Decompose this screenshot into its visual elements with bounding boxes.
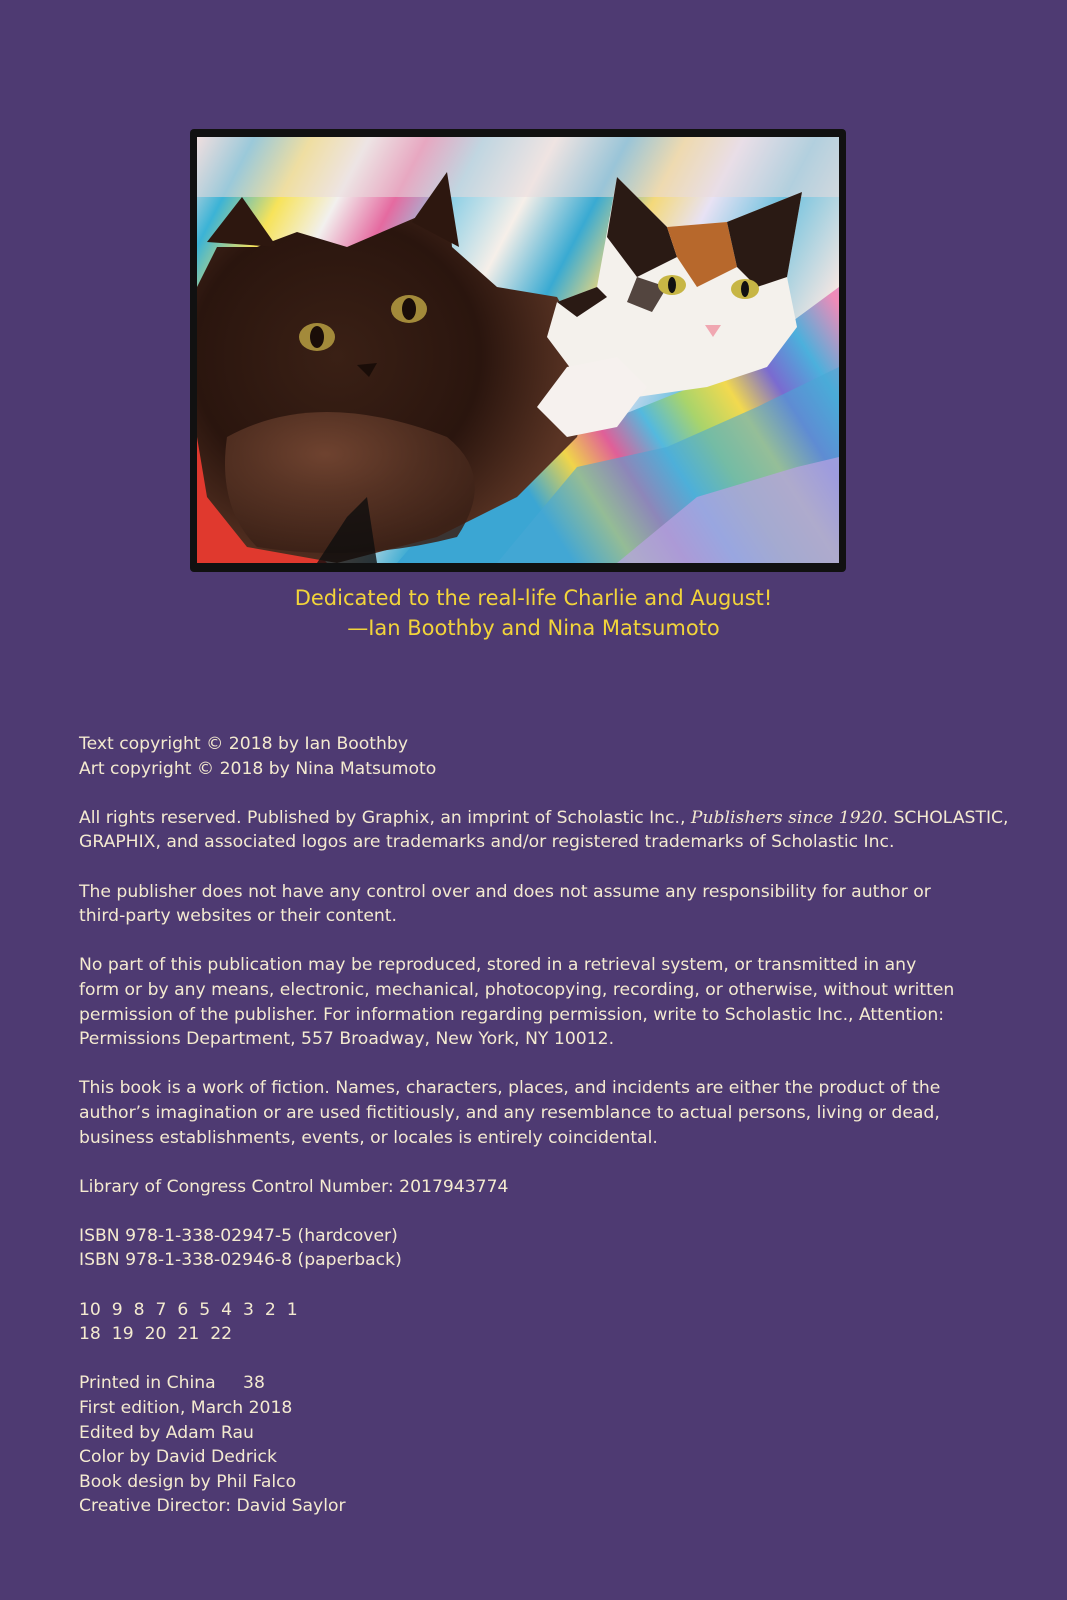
publisher-line-2: third-party websites or their content. <box>79 906 397 927</box>
color-by: Color by David Dedrick <box>79 1447 277 1468</box>
printing-line <box>79 1298 979 1347</box>
copyright-notices <box>79 732 979 781</box>
art-copyright: Art copyright © 2018 by Nina Matsumoto <box>79 758 437 779</box>
fiction-line-1: This book is a work of fiction. Names, characters, places, and incidents are either the product of the <box>79 1078 941 1099</box>
reproduction-line-4: Permissions Department, 557 Broadway, New York, NY 10012. <box>79 1029 615 1050</box>
dedication-line: Dedicated to the real-life Charlie and August! <box>294 586 773 610</box>
rights-paragraph <box>79 806 1009 855</box>
isbn-paperback: ISBN 978-1-338-02946-8 (paperback) <box>79 1250 402 1271</box>
design-by: Book design by Phil Falco <box>79 1471 297 1492</box>
cat-photo-frame <box>190 129 846 572</box>
lccn-text: Library of Congress Control Number: 2017943774 <box>79 1176 509 1197</box>
text-copyright: Text copyright © 2018 by Ian Boothby <box>79 734 409 754</box>
dedication <box>0 583 1067 643</box>
year-numbers: 18 19 20 21 22 <box>79 1324 233 1345</box>
printed-in: Printed in China 38 <box>79 1373 265 1394</box>
lccn <box>79 1175 979 1200</box>
reproduction-line-3: permission of the publisher. For information regarding permission, write to Scholastic Inc., Attention: <box>79 1004 945 1025</box>
isbn-hardcover: ISBN 978-1-338-02947-5 (hardcover) <box>79 1225 398 1246</box>
rights-line-2: GRAPHIX, and associated logos are trademarks and/or registered trademarks of Scholastic Inc. <box>79 832 895 853</box>
fiction-line-2: author’s imagination or are used fictitiously, and any resemblance to actual persons, living or dead, <box>79 1102 940 1123</box>
publisher-disclaimer <box>79 880 979 929</box>
reproduction-notice <box>79 953 979 1051</box>
fiction-disclaimer <box>79 1076 979 1150</box>
rights-text-2: . SCHOLASTIC, <box>882 807 1009 828</box>
creative-director: Creative Director: David Saylor <box>79 1496 346 1517</box>
edition: First edition, March 2018 <box>79 1398 293 1419</box>
copyright-block <box>79 732 1009 1544</box>
cat-photo <box>197 137 839 563</box>
reproduction-line-2: form or by any means, electronic, mechanical, photocopying, recording, or otherwise, without written <box>79 979 955 1000</box>
publisher-line-1: The publisher does not have any control over and does not assume any responsibility for author or <box>79 881 931 902</box>
credits-block <box>79 1371 979 1519</box>
printing-line-row <box>79 1298 979 1347</box>
reproduction-line-1: No part of this publication may be reproduced, stored in a retrieval system, or transmitted in any <box>79 955 917 976</box>
rights-line-1 <box>79 806 1009 831</box>
rights-text-1: All rights reserved. Published by Graphix, an imprint of Scholastic Inc., <box>79 807 691 828</box>
isbn-block <box>79 1224 979 1273</box>
edited-by: Edited by Adam Rau <box>79 1422 254 1443</box>
printing-numbers: 10 9 8 7 6 5 4 3 2 1 <box>79 1299 298 1320</box>
rights-italic: Publishers since 1920 <box>690 807 883 828</box>
dedication-authors: —Ian Boothby and Nina Matsumoto <box>347 616 720 640</box>
fiction-line-3: business establishments, events, or locales is entirely coincidental. <box>79 1127 658 1148</box>
